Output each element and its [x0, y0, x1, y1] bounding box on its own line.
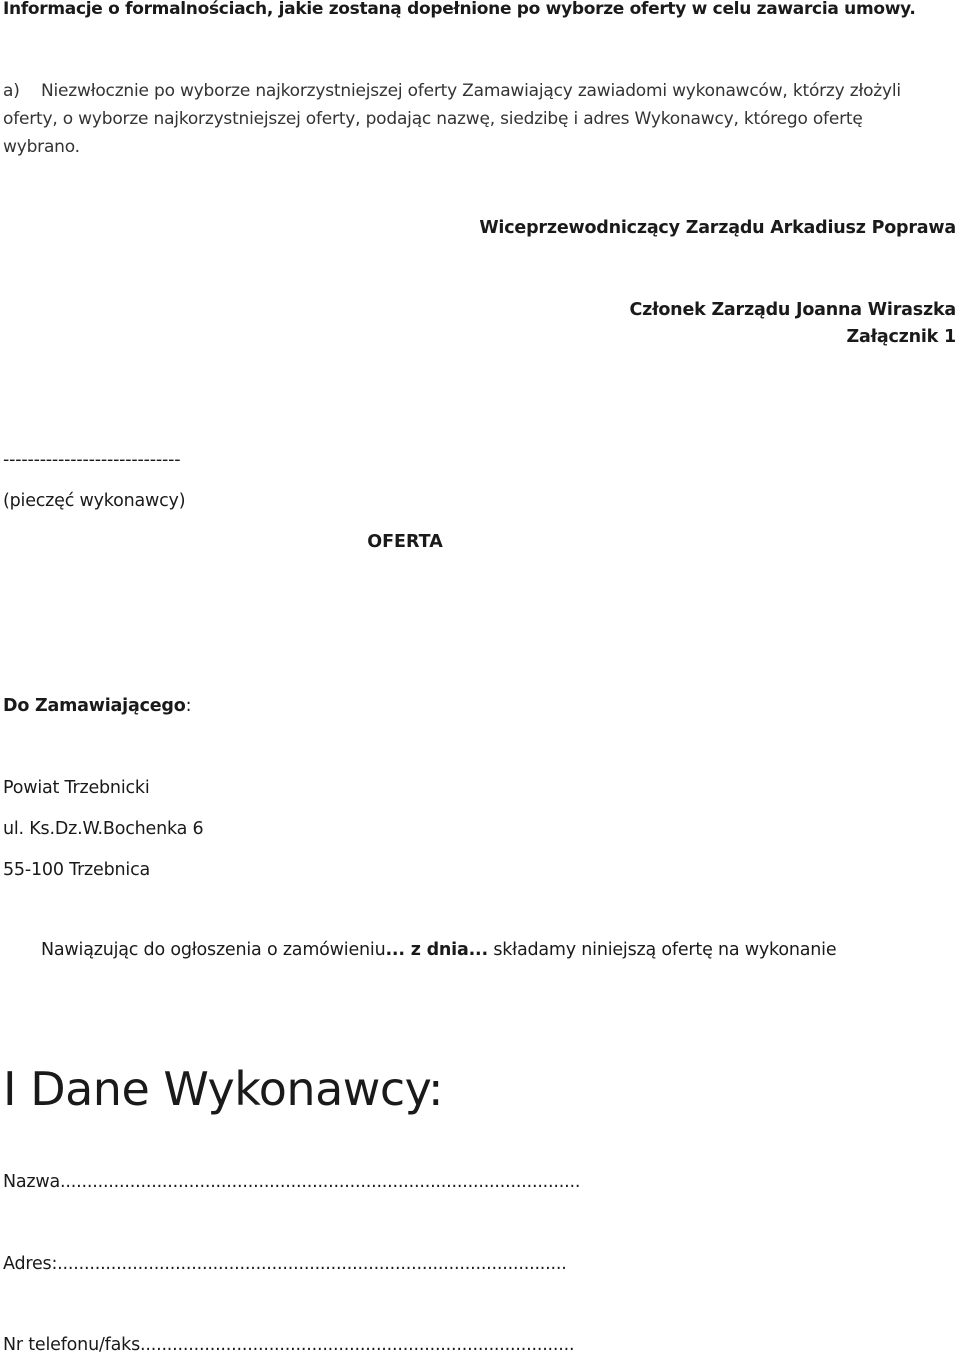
contractor-phone-field: Nr telefonu/faks................................................................................. — [3, 1335, 575, 1355]
contractor-section-title: I Dane Wykonawcy: — [3, 1062, 444, 1116]
contractor-address-field: Adres:............................................................................................... — [3, 1254, 567, 1274]
recipient-heading — [3, 692, 191, 720]
recipient-street: ul. Ks.Dz.W.Bochenka 6 — [3, 819, 204, 839]
intro-dots2: ... — [468, 940, 488, 960]
attachment-label: Załącznik 1 — [846, 327, 956, 347]
formalities-title: Informacje o formalnościach, jakie zostaną dopełnione po wyborze oferty w celu zawarcia umowy. — [3, 0, 916, 19]
contractor-name-field: Nazwa................................................................................................. — [3, 1172, 581, 1192]
item-text: Niezwłocznie po wyborze najkorzystniejszej oferty Zamawiający zawiadomi wykonawców, którzy złożyli oferty, o wyborze najkorzystniejszej oferty, podając nazwę, siedzibę i adres Wykonawcy, którego ofertę wybrano. — [3, 81, 901, 157]
offer-heading: OFERTA — [367, 532, 443, 552]
recipient-heading-colon: : — [185, 696, 192, 716]
intro-dots1: ... — [385, 940, 405, 960]
recipient-name: Powiat Trzebnicki — [3, 778, 150, 798]
board-member-signature: Członek Zarządu Joanna Wiraszka — [629, 300, 956, 320]
item-marker: a) — [3, 81, 20, 101]
stamp-line: ----------------------------- — [3, 450, 181, 470]
stamp-label: (pieczęć wykonawcy) — [3, 491, 186, 511]
recipient-city: 55-100 Trzebnica — [3, 860, 151, 880]
intro-part2: składamy niniejszą ofertę na wykonanie — [487, 940, 837, 960]
intro-z-dnia: z dnia — [404, 940, 469, 960]
offer-intro — [3, 936, 943, 964]
formalities-item — [3, 77, 943, 161]
intro-part1: Nawiązując do ogłoszenia o zamówieniu — [41, 940, 386, 960]
recipient-heading-label: Do Zamawiającego — [3, 696, 186, 716]
vice-chair-signature: Wiceprzewodniczący Zarządu Arkadiusz Poprawa — [479, 218, 956, 238]
